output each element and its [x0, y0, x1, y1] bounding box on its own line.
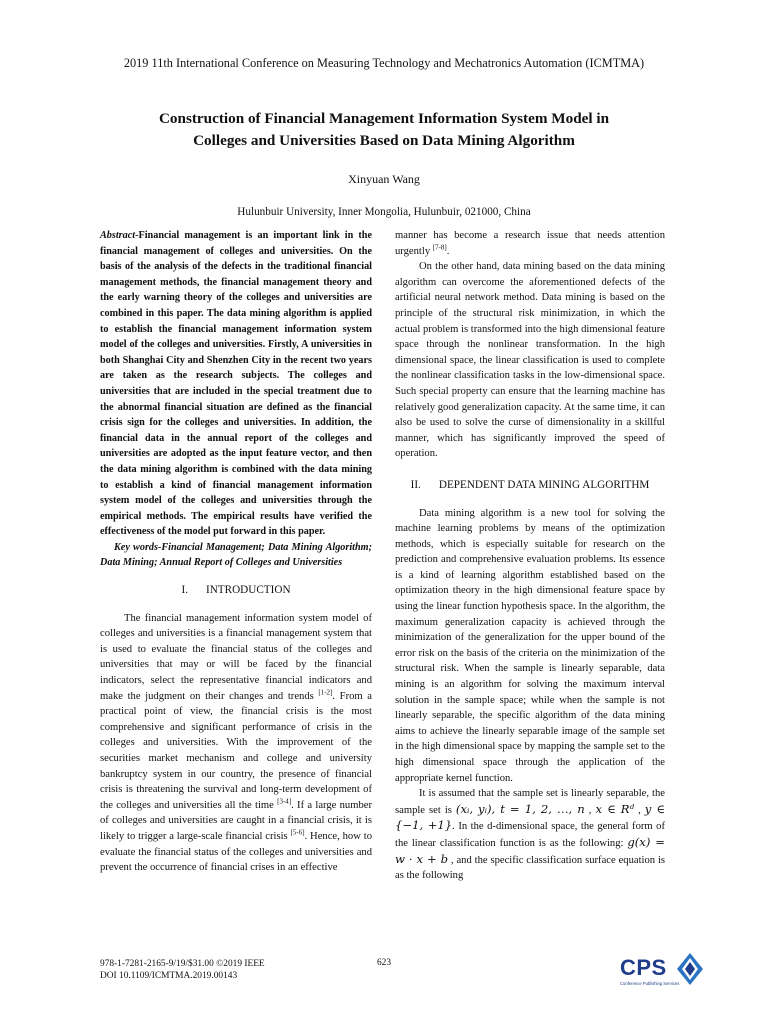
cps-logo-subtitle: Conference Publishing Services [620, 981, 680, 986]
citation: [7-8] [432, 243, 447, 252]
text-run: manner has become a research issue that needs attention urgently [395, 230, 665, 257]
section-number: I. [181, 584, 188, 597]
author-name: Xinyuan Wang [348, 172, 420, 186]
abstract [100, 228, 372, 540]
footer-identifiers [100, 958, 265, 982]
text-run: , [634, 804, 645, 816]
math-classification-function: g(x) = w · x + b [395, 834, 665, 866]
text-run: The financial management information system model of colleges and universities is a financial management system that is used to evaluate the financial status of the colleges and universities that may or will be faced by the financial indicators, select the representative financial indicators and make the judgment on their changes and trends [100, 612, 372, 702]
text-run: It is assumed that the sample set is linearly separable, the sample set is [395, 788, 665, 816]
section-number: II. [410, 478, 421, 491]
doi-line: DOI 10.1109/ICMTMA.2019.00143 [100, 971, 238, 981]
right-column [395, 228, 665, 884]
text-run: , and the specific classification surface equation is as the following [395, 854, 666, 882]
author-affiliation: Hulunbuir University, Inner Mongolia, Hulunbuir, 021000, China [237, 206, 531, 218]
abstract-text: Financial management is an important link in the financial management of colleges and universities. On the basis of the analysis of the defects in the traditional financial management methods, the financial management theory and the early warning theory of the colleges and universities are combined in this paper. The data mining algorithm is applied to establish the financial management information system model of the colleges and universities. Firstly, A universities in both Shanghai City and Shenzhen City in the recent two years are taken as the research subjects. The colleges and universities that are included in the special treatment due to the abnormal financial situation are defined as the financial crisis sign for the colleges and universities. In addition, the financial data in the annual report of the colleges and universities are adopted as the input feature vector, and then the data mining algorithm is combined with the data mining to establish a kind of financial management information system model of the colleges and universities through the empirical methods. The empirical results have verified the effectiveness of the model put forward in this paper. [100, 230, 372, 538]
section-heading-introduction [100, 583, 372, 599]
citation: [3-4] [277, 797, 292, 806]
section-title: INTRODUCTION [206, 584, 291, 597]
title-line-2: Colleges and Universities Based on Data Mining Algorithm [193, 132, 575, 149]
paper-title [110, 108, 658, 152]
continued-paragraph [395, 228, 665, 259]
keywords: Key words-Financial Management; Data Mining Algorithm; Data Mining; Annual Report of Colleges and Universities [100, 541, 372, 569]
math-x-domain: x ∈ Rᵈ [595, 801, 635, 816]
text-run: . From a practical point of view, the financial crisis is the most comprehensive and significant performance of crisis in the colleges and universities. With the improvement of the securities market mechanism and college and university bankruptcy system in our country, the presence of financial crisis is threatening the survival and long-term development of the colleges and universities all the time [100, 690, 372, 811]
citation: [1-2] [318, 688, 333, 697]
page-number: 623 [376, 958, 392, 968]
title-line-1: Construction of Financial Management Information System Model in [158, 110, 610, 127]
section-heading-algorithm [395, 478, 665, 494]
text-run: . [446, 245, 450, 257]
algorithm-paragraph: Data mining algorithm is a new tool for solving the machine learning problems by means of the optimization methods, which is especially suitable for research on the prediction and comprehensive evaluation problems. Its essence is a kind of learning algorithm established based on the optimization theory in the high dimensional feature space by using the linear function hypothesis space. In the algorithm, the maximum generalization capacity is achieved through the minimization of the generalization for the upper bound of the error risk on the basis of the criteria on the minimization of the structural risk. When the sample is linearly separable, data mining is an algorithm for solving the maximum interval solution in the sample space; while when the sample is not linearly separable, the specific algorithm of the data mining aims to achieve the linearly separable image of the sample set in the high dimensional space by mapping the sample set to the high dimensional space through the application of the appropriate kernel function. [395, 507, 665, 784]
text-run: . If a large number of colleges and universities are caught in a financial crisis, it is likely to trigger a large-scale financial crisis [100, 799, 373, 842]
assumption-paragraph [395, 786, 665, 884]
text-run: . Hence, how to evaluate the financial status of the colleges and universities and prevent the occurrence of financial crises in an effective [100, 830, 372, 874]
abstract-lead: Abstract- [100, 230, 139, 241]
data-mining-paragraph: On the other hand, data mining based on the data mining algorithm can overcome the aforementioned defects of the artificial neural network method. Data mining is based on the principle of the structural risk minimization, in which the actual problem is transformed into the high dimensional feature space through the nonlinear transformation. In the high dimensional space, the linear classification is used to complete the nonlinear classification tasks in the low-dimensional space. Such special property can ensure that the learning machine has relatively good generalization capacity. At the same time, it can also be used to solve the curse of dimensionality in a skillful manner, which has significantly improved the speed of operation. [395, 261, 665, 460]
cps-logo [620, 950, 704, 996]
text-run: . In the d-dimensional space, the general form of the linear classification function is as the following: [395, 821, 665, 849]
cps-diamond-icon [676, 952, 704, 986]
isbn-line: 978-1-7281-2165-9/19/$31.00 ©2019 IEEE [100, 959, 265, 969]
citation: [5-6] [290, 828, 305, 837]
cps-logo-text: CPS [620, 955, 667, 980]
math-sample-set: (xᵢ, yᵢ), t = 1, 2, …, n [455, 801, 585, 816]
math-y-domain: y ∈ {−1, +1} [395, 801, 665, 833]
introduction-paragraph [100, 611, 372, 876]
conference-header: 2019 11th International Conference on Measuring Technology and Mechatronics Automation (ICMTMA) [123, 56, 645, 70]
section-title: DEPENDENT DATA MINING ALGORITHM [438, 478, 650, 491]
text-run: , [584, 804, 596, 816]
left-column [100, 228, 372, 876]
